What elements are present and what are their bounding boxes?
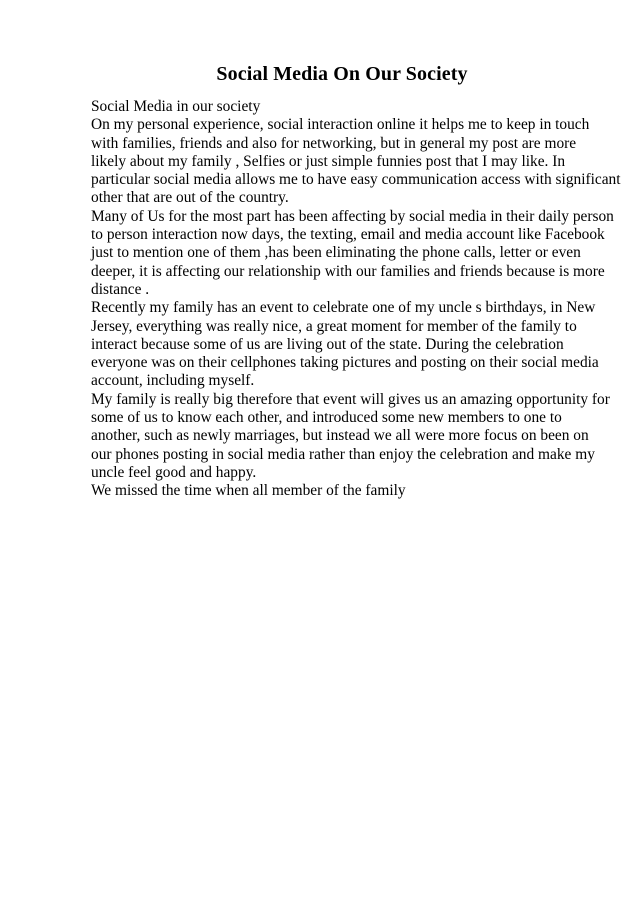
text-line: some of us to know each other, and introduced some new members to one to (91, 409, 562, 427)
text-line: We missed the time when all member of the family (91, 482, 406, 500)
text-line: interact because some of us are living out of the state. During the celebration (91, 335, 564, 353)
text-line: Recently my family has an event to celebrate one of my uncle s birthdays, in New (91, 299, 596, 317)
text-line: just to mention one of them ,has been eliminating the phone calls, letter or even (91, 244, 581, 262)
text-line: account, including myself. (91, 372, 255, 390)
text-line: to person interaction now days, the texting, email and media account like Facebook (91, 226, 605, 244)
text-line: deeper, it is affecting our relationship with our families and friends because is more (91, 262, 605, 280)
text-line: On my personal experience, social interaction online it helps me to keep in touch (91, 116, 590, 134)
text-line: Jersey, everything was really nice, a great moment for member of the family to (91, 317, 577, 335)
text-line: other that are out of the country. (91, 189, 289, 207)
text-line: our phones posting in social media rather than enjoy the celebration and make my (91, 445, 595, 463)
text-line: My family is really big therefore that event will gives us an amazing opportunity for (91, 390, 610, 408)
text-line: likely about my family , Selfies or just simple funnies post that I may like. In (91, 152, 566, 170)
text-line: distance . (91, 280, 150, 298)
text-line: everyone was on their cellphones taking pictures and posting on their social media (91, 354, 599, 372)
text-line: another, such as newly marriages, but instead we all were more focus on been on (91, 427, 589, 445)
text-line: with families, friends and also for networking, but in general my post are more (91, 134, 577, 152)
text-line: particular social media allows me to have easy communication access with significant (91, 171, 621, 189)
text-line: Social Media in our society (91, 98, 261, 115)
text-line: Many of Us for the most part has been affecting by social media in their daily person (91, 207, 614, 225)
document-body (91, 98, 621, 501)
text-line: uncle feel good and happy. (91, 463, 257, 481)
document-title: Social Media On Our Society (216, 63, 468, 85)
